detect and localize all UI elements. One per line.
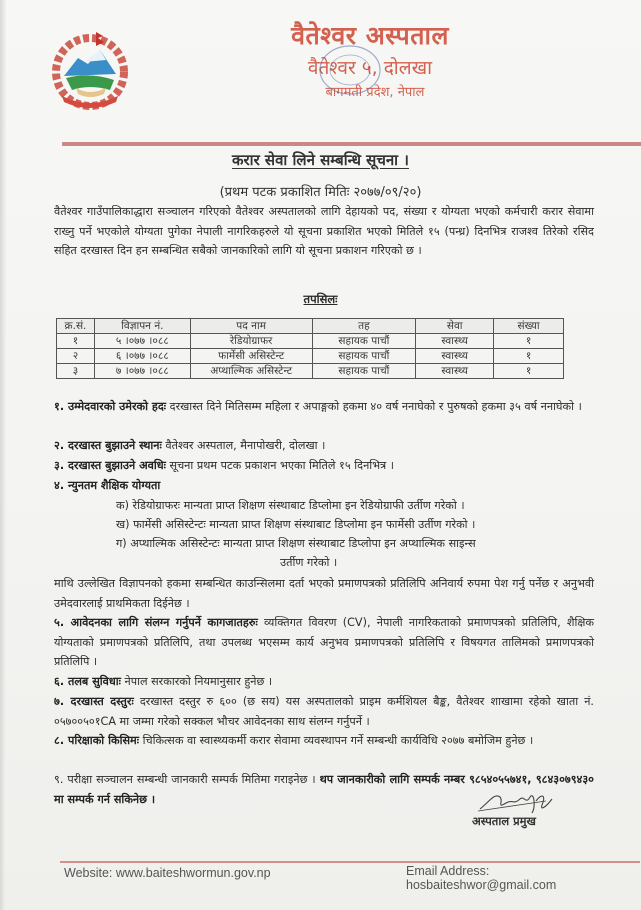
cell-serial: ३: [57, 364, 95, 379]
item-fee: [54, 692, 594, 731]
cell-post-name: फार्मेसी असिस्टेन्ट: [190, 349, 312, 364]
contact-numbers: थप जानकारीको लागि सम्पर्क नम्बर ९८५४०५५७४१, ९८४३०७९४३० मा सम्पर्क गर्न सकिनेछ ।: [54, 773, 595, 806]
item-label: १. उम्मेदवारको उमेरको हदः: [54, 400, 167, 413]
handwritten-signature: [476, 787, 556, 817]
item-text: ९. परीक्षा सञ्चालन सम्बन्धी जानकारी सम्पर्क मितिमा गराइनेछ ।: [54, 773, 316, 786]
qualification-radiographer: क) रेडियोग्राफरः मान्यता प्राप्त शिक्षण संस्थाबाट डिप्लोमा इन रेडियोग्राफी उर्तीण गरेको ।: [116, 499, 465, 512]
item-text: सूचना प्रथम पटक प्रकाशन भएका मितिले १५ दिनभित्र ।: [169, 459, 395, 472]
item-label: ८. परिक्षाको किसिमः: [54, 734, 139, 747]
qualification-pharmacy: ख) फार्मेसी असिस्टेन्टः मान्यता प्राप्त शिक्षण संस्थाबाट डिप्लोमा इन फार्मेसी उर्तीण गरेको ।: [116, 518, 476, 531]
hospital-name: वैतेश्वर अस्पताल: [291, 21, 449, 50]
col-count: संख्या: [494, 319, 564, 334]
cell-ad-number: ६ ।०७७ ।०८८: [94, 349, 190, 364]
notice-title: [0, 150, 641, 170]
item-text: दरखास्त दस्तुर रु ६०० (छ सय) यस अस्पतालको प्राइम कर्मशियल बैङ्क, वैतेश्वर शाखामा रहेको खाता नं. ०५७००५०१CA मा जम्मा गरेको सक्कल भौचर आवेदनका साथ संलग्न गर्नुपर्ने ।: [54, 695, 594, 728]
item-text: वैतेश्वर अस्पताल, मैनापोखरी, दोलखा ।: [165, 439, 326, 452]
item-age-limit: [54, 397, 602, 417]
signatory-title: अस्पताल प्रमुख: [472, 814, 536, 828]
cell-level: सहायक पाचौं: [312, 349, 416, 364]
qualification-ophthalmic: ग) अप्थाल्मिक असिस्टेन्टः मान्यता प्राप्त शिक्षण संस्थाबाट डिप्लोपा इन अप्थाल्मिक साइन्स: [116, 537, 476, 550]
cell-service: स्वास्थ्य: [416, 364, 494, 379]
table-row: [57, 349, 564, 364]
header-divider: [62, 142, 641, 146]
cell-level: सहायक पाचौं: [312, 364, 416, 379]
cell-ad-number: ५ ।०७७ ।०८८: [94, 334, 190, 349]
col-ad-number: विज्ञापन नं.: [94, 319, 190, 334]
footer-divider: [60, 861, 640, 863]
cell-count: १: [494, 349, 564, 364]
table-row: [57, 364, 564, 379]
cell-level: सहायक पाचौं: [312, 334, 416, 349]
item-exam-type: [54, 731, 594, 751]
hospital-address: वैतेश्वर ५, दोलखा: [307, 57, 433, 79]
scan-edge-shadow: [0, 0, 6, 910]
details-heading-text: तपसिलः: [303, 292, 338, 306]
cell-service: स्वास्थ्य: [416, 334, 494, 349]
cell-post-name: रेडियोग्राफर: [190, 334, 312, 349]
footer-website: Website: www.baiteshwormun.gov.np: [64, 866, 271, 880]
col-level: तह: [312, 319, 416, 334]
item-label: ४. न्युनतम शैक्षिक योग्यता: [54, 479, 161, 492]
cell-post-name: अप्थाल्मिक असिस्टेन्ट: [190, 364, 312, 379]
hospital-province: बागमती प्रदेश, नेपाल: [325, 85, 425, 100]
item-label: ७. दरखास्त दस्तुरः: [54, 695, 134, 708]
item-text: नेपाल सरकारको नियमानुसार हुनेछ ।: [124, 675, 273, 688]
nepal-emblem-logo: [50, 30, 130, 112]
cell-count: १: [494, 334, 564, 349]
cell-serial: १: [57, 334, 95, 349]
cell-serial: २: [57, 349, 95, 364]
positions-table: [56, 318, 564, 379]
item-text: दरखास्त दिने मितिसम्म महिला र अपाङ्गको हकमा ४० वर्ष ननाघेको र पुरुषको हकमा ३५ वर्ष ननाघेको ।: [169, 400, 582, 413]
item-label: ५. आवेदनका लागि संलग्न गर्नुपर्ने कागजातहरुः: [54, 616, 258, 629]
item-text: व्यक्तिगत विवरण (CV), नेपाली नागरिकताको प्रमाणपत्रको प्रतिलिपि, शैक्षिक योग्यताको प्रमाणपत्रको प्रतिलिपि, तथा उपलब्ध भएसम्म कार्य अनुभव प्रमाणपत्रको प्रतिलिपि र विषयगत तालिमको प्रमाणपत्रको प्रतिलिपि ।: [54, 616, 594, 668]
cell-count: १: [494, 364, 564, 379]
table-header-row: [57, 319, 564, 334]
col-serial: क्र.सं.: [57, 319, 95, 334]
item-salary: [54, 672, 602, 692]
details-heading: [0, 292, 641, 307]
col-service: सेवा: [416, 319, 494, 334]
item-submission-period: [54, 456, 602, 476]
cell-service: स्वास्थ्य: [416, 349, 494, 364]
cell-ad-number: ७ ।०७७ ।०८८: [94, 364, 190, 379]
item-text: चिकित्सक वा स्वास्थ्यकर्मी करार सेवामा व्यवस्थापन गर्ने सम्बन्धी कार्यविधि २०७७ बमोजिम हुनेछ ।: [142, 734, 534, 747]
footer-email: Email Address: hosbaiteshwor@gmail.com: [406, 864, 557, 892]
office-stamp: [310, 40, 390, 100]
intro-paragraph: वैतेश्वर गाउँपालिकाद्धारा सञ्चालन गरिएको वैतेश्वर अस्पतालको लागि देहायको पद, संख्या र योग्यता भएको कर्मचारी करार सेवामा राख्नु पर्ने भएकोले योग्यता पुगेका नेपाली नागरिकहरुले यो सूचना प्रकाशित भएको मितिले १५ (पन्ध्र) दिनभित्र राजश्व तिरेको रसिद सहित दरखास्त दिन हन सम्बन्धित सबैको जानकारिको लागि यो सूचना प्रकाशन गरिएको छ ।: [54, 205, 594, 257]
col-post-name: पद नाम: [190, 319, 312, 334]
item-submission-place: [54, 436, 602, 456]
notice-title-text: करार सेवा लिने सम्बन्धि सूचना ।: [232, 151, 409, 169]
item-label: २. दरखास्त बुझाउने स्थानः: [54, 439, 162, 452]
qualification-note: माथि उल्लेखित विज्ञापनको हकमा सम्बन्धित काउन्सिलमा दर्ता भएको प्रमाणपत्रको प्रतिलिपि अनिवार्य रुपमा पेश गर्नु पर्नेछ र अनुभवी उमेदवारलाई प्राथमिकता दिईनेछ ।: [54, 577, 594, 610]
item-qualification: [54, 476, 602, 496]
qualification-ophthalmic-cont: उर्तीण गरेको ।: [280, 556, 338, 569]
publication-date: (प्रथम पटक प्रकाशित मितिः २०७७/०९/२०): [219, 185, 422, 200]
item-documents: [54, 613, 594, 672]
table-row: [57, 334, 564, 349]
item-label: ३. दरखास्त बुझाउने अवधिः: [54, 459, 166, 472]
item-label: ६. तलब सुविधाः: [54, 675, 121, 688]
